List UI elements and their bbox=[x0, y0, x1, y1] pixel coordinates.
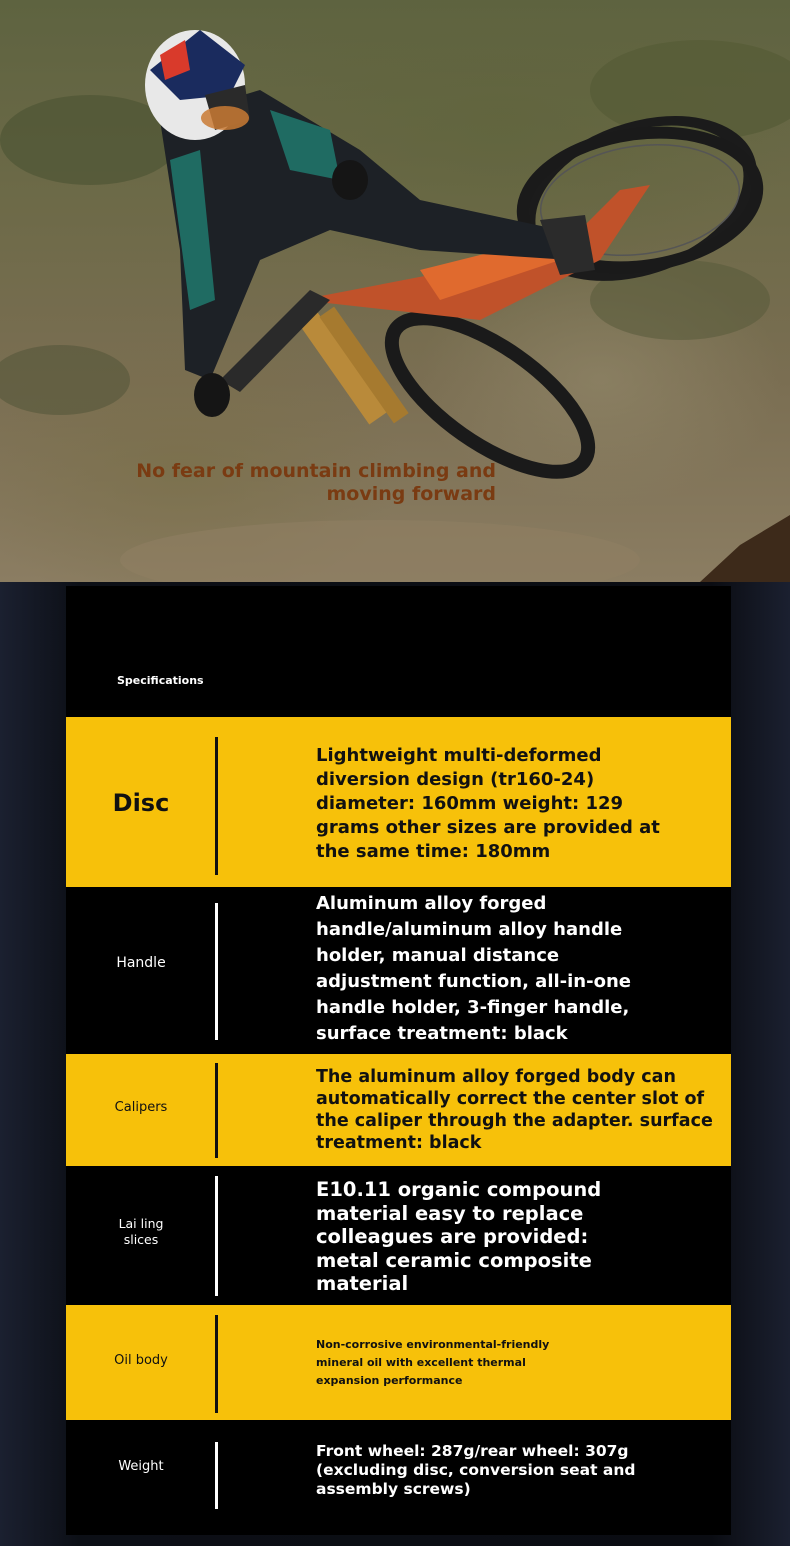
spec-value-calipers: The aluminum alloy forged body can automatically correct the center slot of the caliper through the adapter. surface treatment: black bbox=[316, 1067, 713, 1153]
spec-row-lai-ling-slices bbox=[66, 1166, 731, 1305]
spec-label-lai-ling-slices bbox=[66, 1216, 216, 1248]
spec-divider bbox=[215, 1176, 218, 1296]
spec-divider bbox=[215, 903, 218, 1040]
spec-row-oil-body bbox=[66, 1305, 731, 1420]
spec-value-lai-ling-slices: E10.11 organic compound material easy to replace colleagues are provided: metal ceramic composite material bbox=[316, 1178, 602, 1295]
specs-header bbox=[66, 586, 731, 717]
spec-divider bbox=[215, 1315, 218, 1413]
hero-caption-line-1: No fear of mountain climbing and bbox=[136, 460, 496, 482]
spec-label-handle: Handle bbox=[116, 955, 166, 971]
spec-row-calipers bbox=[66, 1054, 731, 1166]
spec-divider bbox=[215, 1442, 218, 1509]
spec-row-disc bbox=[66, 717, 731, 887]
spec-label-calipers: Calipers bbox=[114, 1100, 168, 1115]
hero-caption-line-2: moving forward bbox=[326, 483, 496, 505]
spec-value-disc: Lightweight multi-deformed diversion design (tr160-24) diameter: 160mm weight: 129 grams other sizes are provided at the same time: 180mm bbox=[316, 745, 660, 862]
spec-label-oil-body: Oil body bbox=[114, 1353, 168, 1368]
spec-label-weight: Weight bbox=[118, 1459, 164, 1474]
spec-value-oil-body: Non-corrosive environmental-friendly mineral oil with excellent thermal expansion performance bbox=[316, 1338, 550, 1387]
spec-row-handle bbox=[66, 887, 731, 1054]
spec-value-weight: Front wheel: 287g/rear wheel: 307g (excluding disc, conversion seat and assembly screws) bbox=[316, 1442, 636, 1498]
spec-label-line-1: Lai ling bbox=[118, 1216, 164, 1231]
hero-image bbox=[0, 0, 790, 582]
spec-label-line-2: slices bbox=[123, 1232, 159, 1247]
hero-caption bbox=[100, 460, 496, 506]
spec-label-disc: Disc bbox=[112, 789, 170, 817]
spec-row-weight bbox=[66, 1420, 731, 1535]
spec-divider bbox=[215, 1063, 218, 1158]
spec-value-handle: Aluminum alloy forged handle/aluminum alloy handle holder, manual distance adjustment function, all-in-one handle holder, 3-finger handle, surface treatment: black bbox=[316, 893, 631, 1044]
specs-heading: Specifications bbox=[117, 674, 204, 687]
spec-divider bbox=[215, 737, 218, 875]
